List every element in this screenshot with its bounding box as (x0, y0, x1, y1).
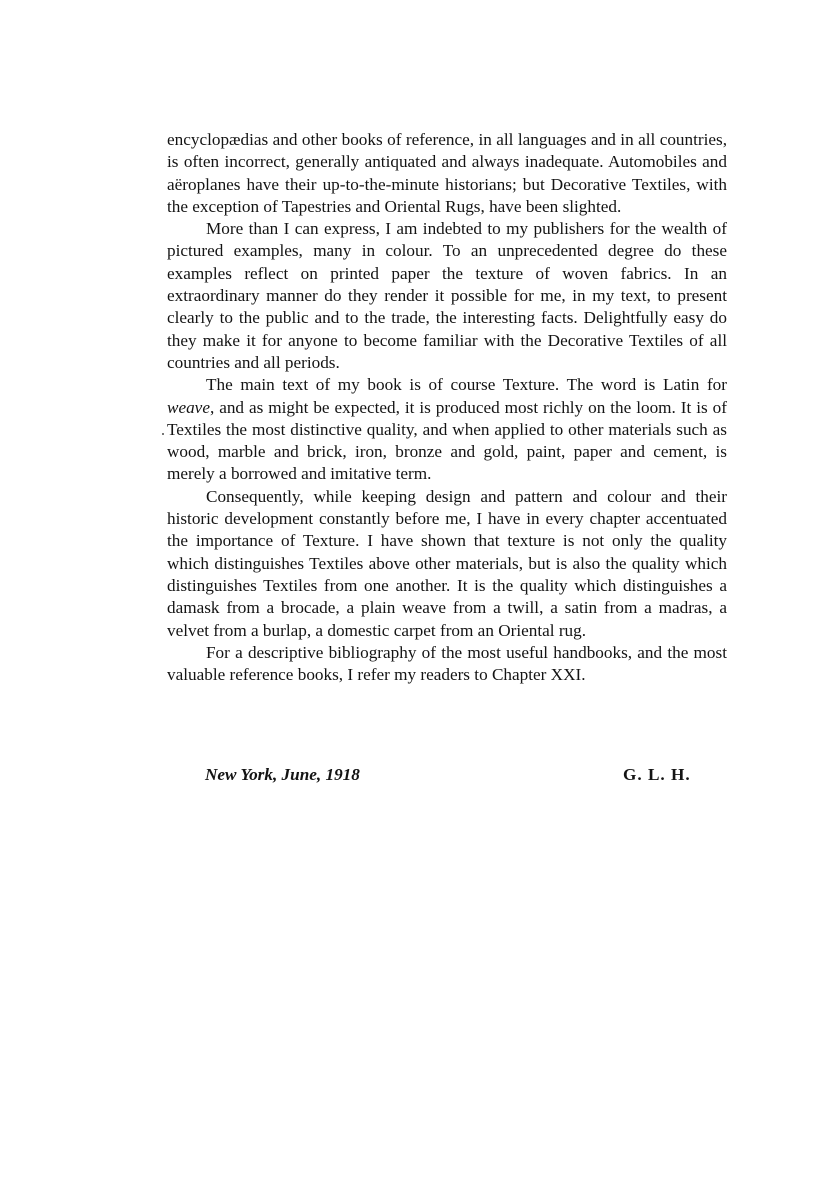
texture-italic-word: weave (167, 397, 210, 417)
texture-text-after: , and as might be expected, it is produced most richly on the loom. It is of Textiles the most distinctive quality, and when applied to other materials such as wood, marble and brick, iron, bronze and gold, paint, paper and cement, is merely a borrowed and imitative term. (167, 397, 727, 484)
texture-text-before: The main text of my book is of course Texture. The word is Latin for (206, 375, 727, 395)
print-speck (162, 433, 164, 435)
paragraph-bibliography: For a descriptive bibliography of the most useful handbooks, and the most valuable reference books, I refer my readers to Chapter XXI. (167, 642, 727, 685)
place-date: New York, June, 1918 (205, 765, 360, 784)
author-initials: G. L. H. (623, 765, 691, 784)
paragraph-texture (167, 374, 727, 485)
paragraph-consequently: Consequently, while keeping design and pattern and colour and their historic development constantly before me, I have in every chapter accentuated the importance of Texture. I have shown that texture is not only the quality which distinguishes Textiles above other materials, but is also the quality which distinguishes Textiles from one another. It is the quality which distinguishes a damask from a brocade, a plain weave from a twill, a satin from a madras, a velvet from a burlap, a domestic carpet from an Oriental rug. (167, 486, 727, 640)
signature-line (205, 765, 705, 789)
preface-text (167, 129, 727, 686)
paragraph-publishers: More than I can express, I am indebted to my publishers for the wealth of pictured examples, many in colour. To an unprecedented degree do these examples reflect on printed paper the texture of woven fabrics. In an extraordinary manner do they render it possible for me, in my text, to present clearly to the public and to the trade, the interesting facts. Delightfully easy do they make it for anyone to become familiar with the Decorative Textiles of all countries and all periods. (167, 219, 727, 372)
paragraph-reference-books: encyclopædias and other books of reference, in all languages and in all countries, is often incorrect, generally antiquated and always inadequate. Automobiles and aëroplanes have their up-to-the-minute historians; but Decorative Textiles, with the exception of Tapestries and Oriental Rugs, have been slighted. (167, 130, 727, 216)
